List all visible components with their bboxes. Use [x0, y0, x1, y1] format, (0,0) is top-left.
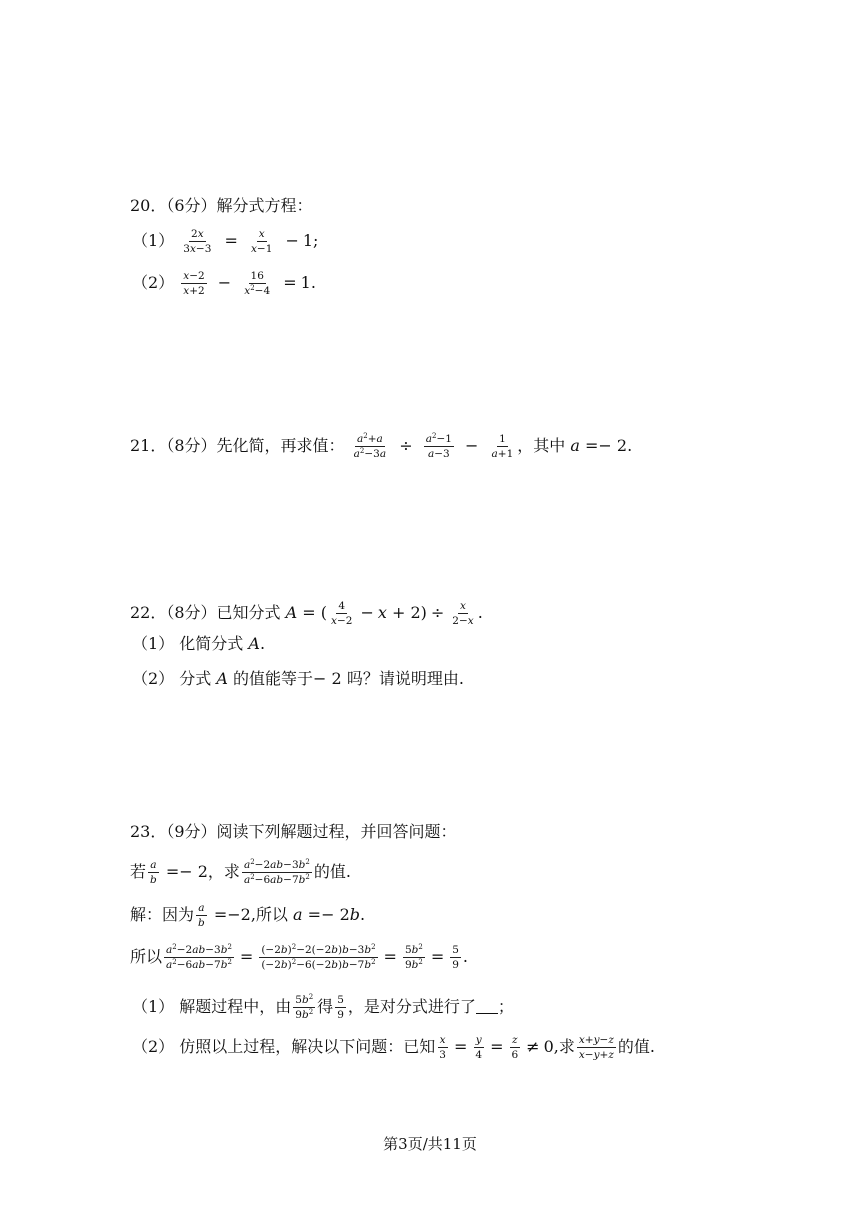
q23-solution: 解：因为 $\frac{a}{b}$ =−2,所以 a =− 2b. [130, 902, 366, 930]
q23-given-mid: ，求 [207, 862, 240, 882]
fraction: $\frac{a^2-2ab-3b^2}{a^2-6ab-7b^2}$ [243, 858, 310, 887]
q23-part2-text-c: 的值. [617, 1037, 655, 1057]
q23-given: 若 $\frac{a}{b}$ =− 2，求 $\frac{a^2-2ab-3b^2}{a^2-6ab-7b^2}$ 的值. [130, 858, 351, 887]
fraction: $\frac{(-2b)^2-2(-2b)b-3b^2}{(-2b)^2-6(-2b)b-7b^2}$ [261, 943, 376, 972]
fraction: $\frac{a^2+a}{a^2-3a}$ [353, 432, 387, 461]
fraction: $\frac{a^2-2ab-3b^2}{a^2-6ab-7b^2}$ [166, 943, 232, 972]
q20-heading: 20．（6分）解分式方程： [130, 196, 313, 215]
fraction: $\frac{x}{2-x}$ [452, 600, 474, 628]
q23-part1 [132, 994, 514, 1021]
answer-blank [476, 999, 498, 1014]
q22-part2-text-b: 的值能等于 [233, 669, 314, 688]
q21-tail: ，其中 [517, 436, 566, 456]
q23-part2-text-b: 求 [558, 1037, 575, 1057]
q22-heading: 22．（8分）已知分式 [130, 603, 281, 623]
q23-given-prefix: 若 [130, 862, 147, 882]
q23-so-prefix: 所以 [130, 947, 163, 967]
fraction: $\frac{x}{3}$ [439, 1034, 446, 1062]
fraction: $\frac{5b^2}{9b^2}$ [404, 943, 423, 972]
q20-part1-label: （1） [132, 231, 175, 251]
fraction: $\frac{1}{a+1}$ [491, 433, 514, 461]
q22-part1: （1） 化简分式 A. [132, 634, 266, 653]
q23-so: 所以 $\frac{a^2-2ab-3b^2}{a^2-6ab-7b^2}$ = $\frac{(-2b)^2-2(-2b)b-3b^2}{(-2b)^2-6(-2b)b-7b^2}$ = $\frac{5b^2}{9b^2}$ = $\frac{5}{9}$ . [130, 943, 469, 972]
fraction: $\frac{2x}{3x-3}$ [183, 228, 212, 256]
q23-part1-text-b: 得 [317, 997, 334, 1017]
fraction: $\frac{5}{9}$ [337, 994, 344, 1022]
q20-part2: （2） $\frac{x-2}{x+2}$ − $\frac{16}{x^2-4}$ = 1. [132, 270, 316, 298]
q22-heading-line: 22．（8分）已知分式 A = ( $\frac{4}{x-2}$ − x + 2) ÷ $\frac{x}{2-x}$ . [130, 600, 483, 628]
q23-sol-prefix: 解：因为 [130, 905, 195, 925]
q23-part1-text-d: ； [497, 997, 514, 1017]
q22-part2-text-c: 吗？请说明理由. [346, 669, 464, 688]
fraction: $\frac{4}{x-2}$ [331, 600, 353, 628]
q22-part2: （2） 分式 A 的值能等于− 2 吗？请说明理由. [132, 669, 464, 688]
fraction: $\frac{a}{b}$ [150, 859, 157, 887]
q23-heading: 23．（9分）阅读下列解题过程，并回答问题： [130, 822, 457, 841]
fraction: $\frac{5}{9}$ [452, 944, 459, 972]
q23-given-end: 的值. [313, 862, 351, 882]
q21-line: 21．（8分）先化简，再求值： $\frac{a^2+a}{a^2-3a}$ ÷ $\frac{a^2-1}{a-3}$ − $\frac{1}{a+1}$ ，其中 a =− 2. [130, 432, 633, 461]
fraction: $\frac{5b^2}{9b^2}$ [295, 993, 314, 1022]
q23-part1-text-c: ，是对分式进行了 [347, 997, 476, 1017]
fraction: $\frac{x}{x-1}$ [250, 228, 273, 256]
fraction: $\frac{z}{6}$ [511, 1034, 519, 1062]
q21-heading: 21．（8分）先化简，再求值： [130, 436, 345, 456]
fraction: $\frac{a}{b}$ [198, 902, 205, 930]
page-footer: 第3页/共11页 [383, 1135, 477, 1153]
q23-sol-mid: 所以 [255, 905, 288, 925]
fraction: $\frac{x-2}{x+2}$ [183, 270, 205, 298]
q23-part1-text-a: （1） 解题过程中，由 [132, 997, 292, 1017]
q22-part2-text-a: （2） 分式 [132, 669, 212, 688]
fraction: $\frac{a^2-1}{a-3}$ [425, 432, 452, 461]
fraction: $\frac{y}{4}$ [475, 1034, 483, 1062]
q20-part2-label: （2） [132, 273, 175, 293]
fraction: $\frac{16}{x^2-4}$ [244, 270, 271, 298]
q23-part2-text-a: （2） 仿照以上过程，解决以下问题：已知 [132, 1037, 436, 1057]
fraction: $\frac{x+y-z}{x-y+z}$ [578, 1034, 614, 1062]
q23-part2: （2） 仿照以上过程，解决以下问题：已知 $\frac{x}{3}$ = $\frac{y}{4}$ = $\frac{z}{6}$ ≠ 0,求 $\frac{x+y-z}{x-y+z}$ 的值. [132, 1034, 655, 1062]
q20-part1: （1） $\frac{2x}{3x-3}$ = $\frac{x}{x-1}$ − 1; [132, 228, 319, 256]
q22-part1-text: （1） 化简分式 [132, 634, 244, 653]
